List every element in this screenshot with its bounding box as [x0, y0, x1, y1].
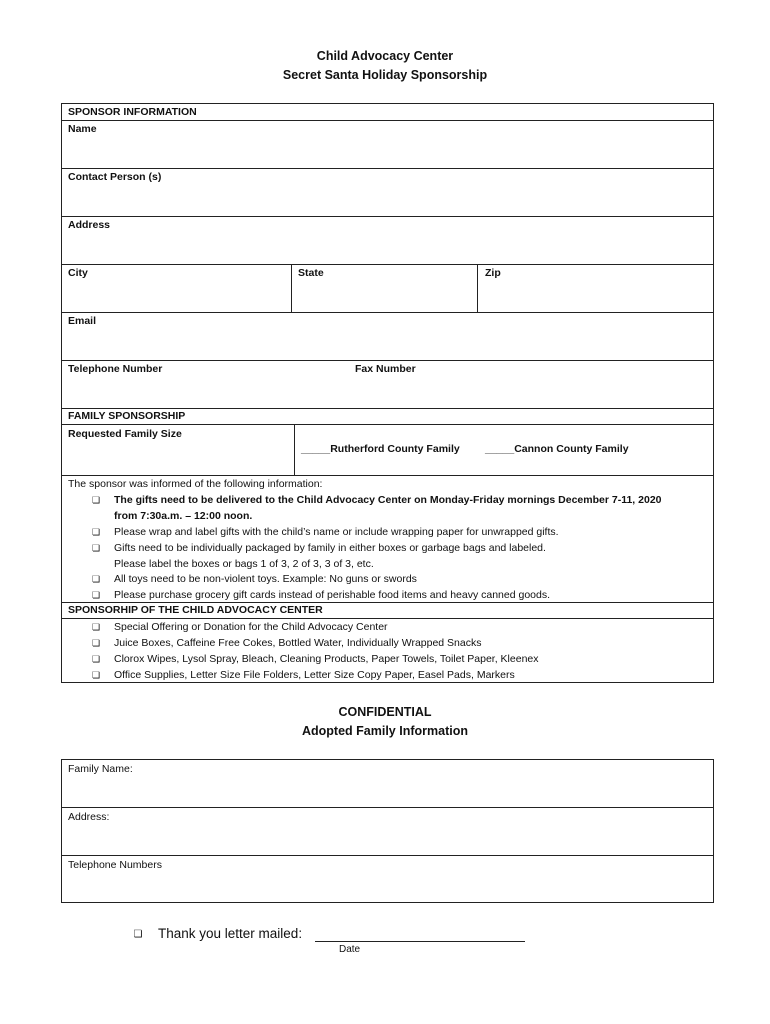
divider: [61, 168, 714, 169]
family-name-field[interactable]: Family Name:: [68, 763, 133, 775]
state-field[interactable]: State: [298, 267, 324, 279]
checkbox-icon[interactable]: ❏: [91, 638, 101, 648]
cac-item-office: Office Supplies, Letter Size File Folders, Letter Size Copy Paper, Easel Pads, Markers: [114, 669, 515, 681]
cac-item-drinks: Juice Boxes, Caffeine Free Cokes, Bottled Water, Individually Wrapped Snacks: [114, 637, 482, 649]
divider: [294, 424, 295, 475]
checkbox-icon[interactable]: ❏: [91, 574, 101, 584]
date-input-line[interactable]: [315, 941, 525, 942]
rutherford-option[interactable]: _____Rutherford County Family: [301, 443, 460, 455]
checkbox-icon[interactable]: ❏: [91, 654, 101, 664]
confidential-title: CONFIDENTIAL: [338, 705, 432, 719]
city-field[interactable]: City: [68, 267, 88, 279]
info-item-toys: All toys need to be non-violent toys. Example: No guns or swords: [114, 573, 417, 585]
divider: [61, 408, 714, 409]
info-item-delivery-time: from 7:30a.m. – 12:00 noon.: [114, 510, 253, 522]
divider: [61, 264, 714, 265]
info-intro: The sponsor was informed of the following information:: [68, 478, 323, 490]
divider: [61, 120, 714, 121]
sponsor-section-label: SPONSOR INFORMATION: [68, 106, 197, 118]
divider: [61, 807, 714, 808]
address-field[interactable]: Address: [68, 219, 111, 231]
checkbox-icon[interactable]: ❏: [91, 527, 101, 537]
info-item-delivery: The gifts need to be delivered to the Child Advocacy Center on Monday-Friday mornings December 7-11, 2020: [114, 494, 662, 506]
divider: [61, 312, 714, 313]
checkbox-icon[interactable]: ❏: [91, 543, 101, 553]
adopted-family-table: [61, 759, 714, 903]
checkbox-icon[interactable]: ❏: [133, 929, 143, 940]
divider: [61, 855, 714, 856]
info-item-wrap: Please wrap and label gifts with the child’s name or include wrapping paper for unwrapped gifts.: [114, 526, 559, 538]
divider: [477, 264, 478, 312]
cannon-option[interactable]: _____Cannon County Family: [485, 443, 629, 455]
checkbox-icon[interactable]: ❏: [91, 622, 101, 632]
page-subtitle: Secret Santa Holiday Sponsorship: [282, 68, 488, 82]
divider: [61, 602, 714, 603]
thank-you-label: Thank you letter mailed:: [158, 926, 303, 941]
family-section-label: FAMILY SPONSORSHIP: [68, 410, 186, 422]
page-title: Child Advocacy Center: [316, 49, 454, 63]
family-size-label: Requested Family Size: [68, 428, 182, 440]
checkbox-icon[interactable]: ❏: [91, 670, 101, 680]
cac-section-label: SPONSORHIP OF THE CHILD ADVOCACY CENTER: [68, 604, 323, 616]
date-label: Date: [339, 944, 361, 955]
email-field[interactable]: Email: [68, 315, 97, 327]
divider: [61, 475, 714, 476]
divider: [61, 216, 714, 217]
name-field[interactable]: Name: [68, 123, 97, 135]
cac-item-cleaning: Clorox Wipes, Lysol Spray, Bleach, Cleaning Products, Paper Towels, Toilet Paper, Kleenex: [114, 653, 539, 665]
family-phones-field[interactable]: Telephone Numbers: [68, 859, 162, 871]
divider: [61, 618, 714, 619]
telephone-field[interactable]: Telephone Number: [68, 363, 163, 375]
info-item-label-boxes: Please label the boxes or bags 1 of 3, 2 of 3, 3 of 3, etc.: [114, 558, 374, 570]
divider: [61, 360, 714, 361]
info-item-package: Gifts need to be individually packaged by family in either boxes or garbage bags and labeled.: [114, 542, 546, 554]
checkbox-icon[interactable]: ❏: [91, 495, 101, 505]
divider: [61, 424, 714, 425]
contact-person-field[interactable]: Contact Person (s): [68, 171, 162, 183]
cac-item-donation: Special Offering or Donation for the Child Advocacy Center: [114, 621, 388, 633]
fax-field[interactable]: Fax Number: [355, 363, 416, 375]
zip-field[interactable]: Zip: [485, 267, 501, 279]
divider: [291, 264, 292, 312]
info-item-grocery: Please purchase grocery gift cards instead of perishable food items and heavy canned goods.: [114, 589, 551, 601]
family-address-field[interactable]: Address:: [68, 811, 110, 823]
adopted-family-title: Adopted Family Information: [302, 724, 468, 738]
checkbox-icon[interactable]: ❏: [91, 590, 101, 600]
